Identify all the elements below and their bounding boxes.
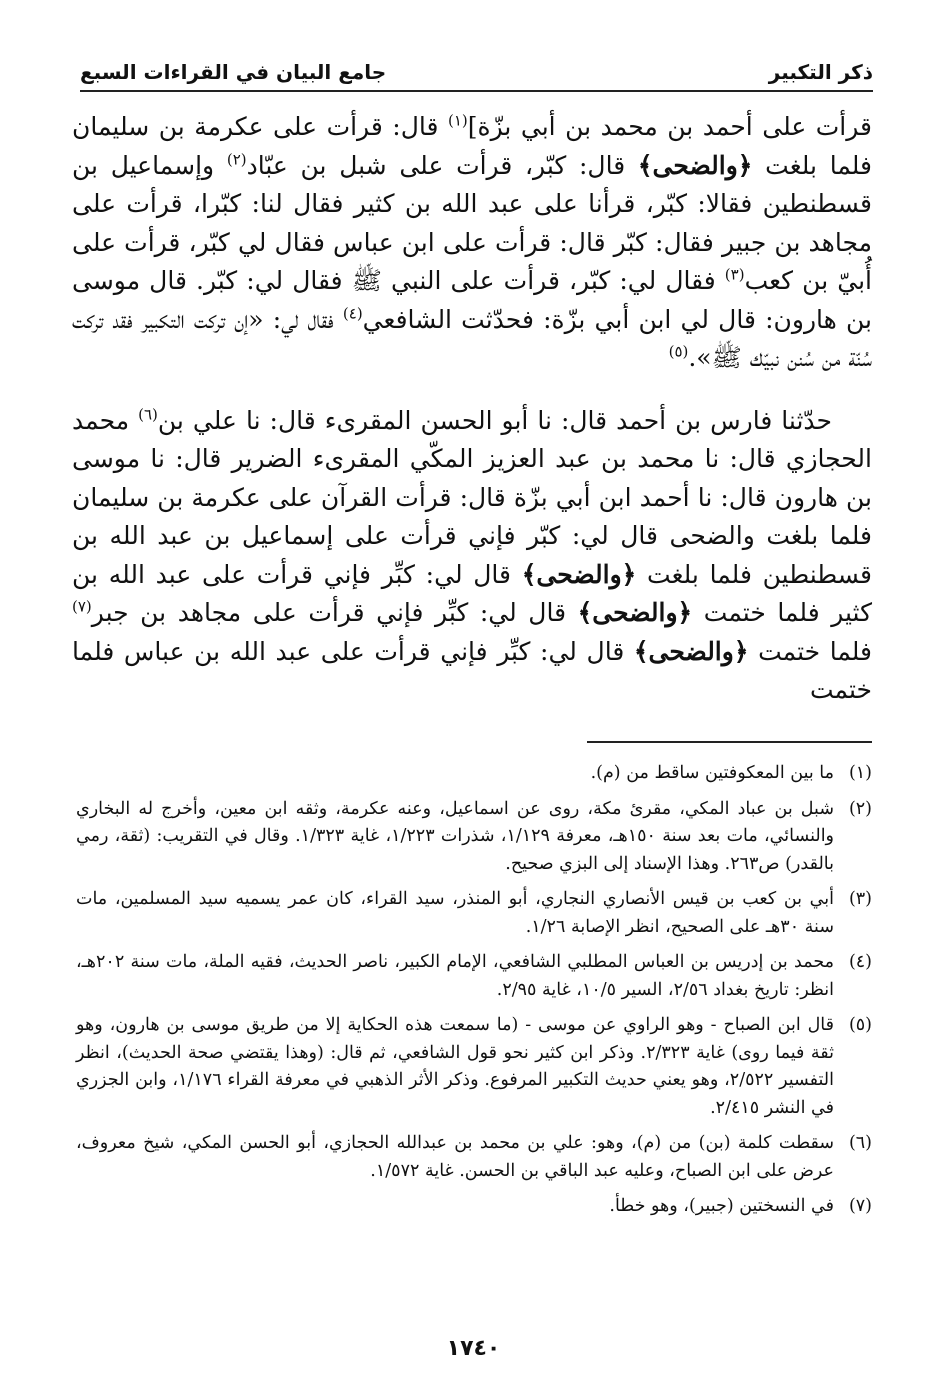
text-run: قال لي: كبِّر فإني قرأت على عبد الله بن كثير فلما ختمت [72,559,872,627]
text-run: قرأت على أحمد بن محمد بن أبي بزّة] [467,112,872,141]
footnote-number: (٤) [848,952,872,972]
running-header [80,52,873,92]
footnote-ref-2: (٢) [226,150,247,169]
quran-citation: ﴿والضحى﴾ [637,150,753,180]
footnote-text: أبي بن كعب بن قيس الأنصاري النجاري، أبو المنذر، سيد القراء، كان عمر يسميه سيد المسلمين، مات سنة ٣٠هـ على الصحيح، انظر الإصابة ١/٢٦. [76,889,834,937]
text-run: فلما ختمت [748,636,872,666]
footnote-ref-5: (٥) [668,342,689,361]
footnote-text: في النسختين (جبير)، وهو خطأ. [609,1196,834,1216]
quran-citation: ﴿والضحى﴾ [521,559,637,589]
footnote-text: شبل بن عباد المكي، مقرئ مكة، روى عن اسماعيل، وعنه عكرمة، وثقه ابن معين، وأخرج له البخاري والنسائي، مات بعد سنة ١٥٠هـ، معرفة ١/١٢٩، شذرات ١/٢٢٣، غاية ١/٣٢٣. وقال في التقريب: (ثقة، رمي بالقدر) ص٢٦٣. وهذا الإسناد إلى البزي صحيح. [76,798,835,874]
main-text [72,108,872,710]
footnote-text: ما بين المعكوفتين ساقط من (م). [590,763,834,783]
footnote-number: (٥) [848,1015,872,1035]
paragraph-1 [72,108,872,378]
text-run: محمد الحجازي قال: نا محمد بن عبد العزيز المكّي المقرىء الضرير قال: نا موسى بن هارون قال: نا أحمد ابن أبي بزّة قال: قرأت القرآن على عكرمة بن سليمان فلما بلغت والضحى قال لي: كبّر فإني قرأت على إسماعيل بن عبد الله بن قسطنطين فلما بلغت [72,405,873,589]
footnote-6 [76,1130,872,1185]
paragraph-2 [72,402,872,710]
chapter-title: ذكر التكبير [768,60,873,84]
footnote-divider [587,741,872,743]
text-run: قال لي: كبِّر فإني قرأت على مجاهد بن جبر [91,598,578,627]
book-title: جامع البيان في القراءات السبع [80,60,387,84]
footnote-7 [76,1193,872,1221]
quran-citation: ﴿والضحى﴾ [577,598,693,627]
text-run: فقال لي: «إن تركت التكبير فقد تركت سُنّة من سُنن نبيّك ﷺ». [72,304,872,372]
footnote-ref-4: (٤) [342,304,363,323]
page-number: ١٧٤٠ [446,1336,501,1361]
footnote-text: قال ابن الصباح - وهو الراوي عن موسى - (ما سمعت هذه الحكاية إلا من طريق موسى بن هارون، وهو ثقة فيما روى) غاية ٢/٣٢٣. وذكر ابن كثير نحو قول الشافعي، ثم قال: (وهذا يقتضي صحة الحديث)، انظر التفسير ٢/٥٢٢، وهو يعني حديث التكبير المرفوع. وذكر الأثر الذهبي في معرفة القراء ١/١٧٦، وابن الجزري في النشر ٢/٤١٥. [76,1015,834,1118]
footnote-ref-3: (٣) [724,265,745,284]
text-run: قال لي: كبِّر فإني قرأت على عبد الله بن عباس فلما ختمت [72,636,872,704]
footnote-number: (٧) [848,1196,872,1216]
footnote-4 [76,949,872,1004]
footnote-3 [76,886,872,941]
quran-citation: ﴿والضحى﴾ [633,636,749,666]
footnote-ref-6: (٦) [138,405,158,424]
footnote-text: محمد بن إدريس بن العباس المطلبي الشافعي، الإمام الكبير، ناصر الحديث، فقيه الملة، مات سنة ٢٠٢هـ، انظر: تاريخ بغداد ٢/٥٦، السير ١٠/٥، غاية ٢/٩٥. [76,952,834,1000]
footnote-number: (١) [848,763,872,783]
footnote-ref-7: (٧) [72,597,92,616]
footnote-1 [76,760,872,788]
footnote-number: (٢) [848,798,872,819]
footnotes [76,760,872,1229]
footnote-ref-1: (١) [447,111,468,130]
text-run: حدّثنا فارس بن أحمد قال: نا أبو الحسن المقرىء قال: نا علي بن [157,405,832,435]
footnote-text: سقطت كلمة (بن) من (م)، وهو: علي بن محمد بن عبدالله الحجازي، أبو الحسن المكي، شيخ معروف، عرض على ابن الصباح، وعليه عبد الباقي بن الحسن. غاية ١/٥٧٢. [76,1133,834,1181]
footnote-number: (٦) [848,1133,872,1153]
text-run: وإسماعيل بن قسطنطين فقالا: كبّر، قرأنا على عبد الله بن كثير فقال لنا: كبّرا، قرأت على مجاهد بن جبير فقال: كبّر قال: قرأت على ابن عباس فقال لي كبّر، قرأت على أُبيّ بن كعب [72,150,872,295]
footnote-number: (٣) [848,889,872,909]
text-run: قال: قرأت على عكرمة بن سليمان فلما بلغت [72,112,872,180]
text-run: قال: كبّر، قرأت على شبل بن عبّاد [246,150,638,180]
footnote-5 [76,1012,872,1122]
footnote-2 [76,796,872,879]
text-run: فقال لي: كبّر، قرأت على النبي ﷺ فقال لي: كبّر. قال موسى بن هارون: قال لي ابن أبي بزّة: فحدّثت الشافعي [72,266,872,334]
